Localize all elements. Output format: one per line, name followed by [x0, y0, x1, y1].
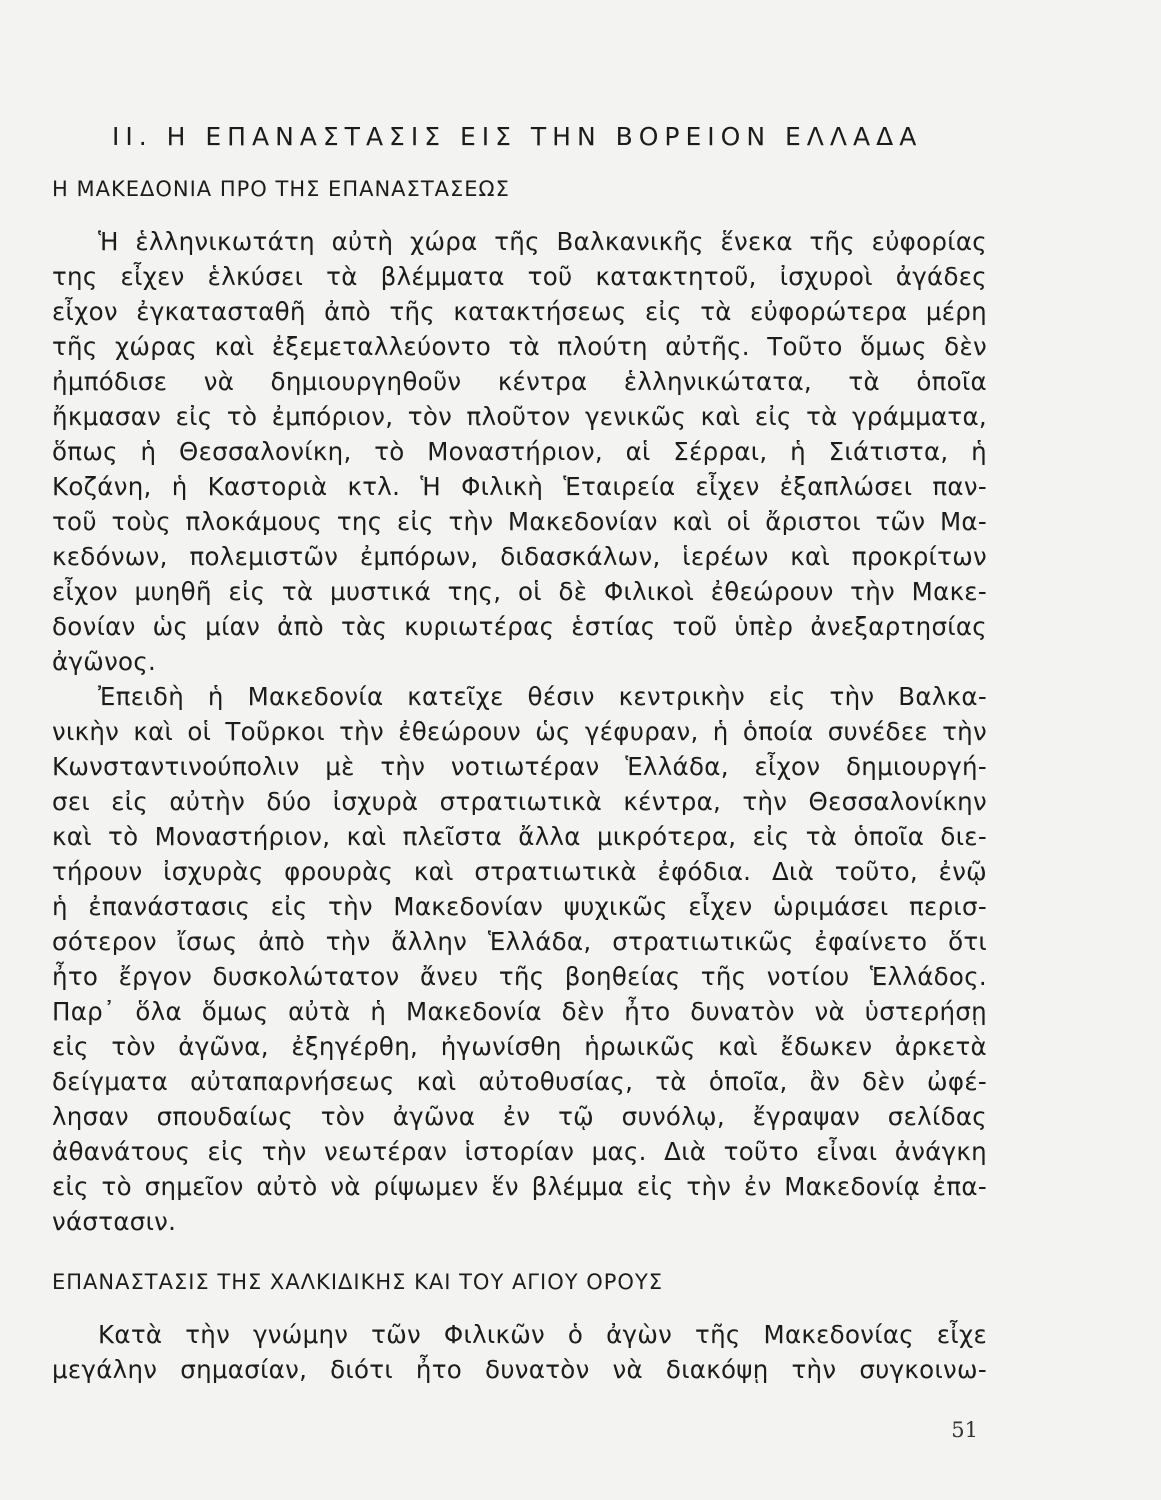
text-line: τοῦ τοὺς πλοκάμους της εἰς τὴν Μακεδονίαν καὶ οἱ ἄριστοι τῶν Μα- — [52, 507, 987, 536]
text-line: εἶχον ἐγκατασταθῆ ἀπὸ τῆς κατακτήσεως εἰς τὰ εὐφορώτερα μέρη — [52, 297, 987, 326]
text-line: ὅπως ἡ Θεσσαλονίκη, τὸ Μοναστήριον, αἱ Σέρραι, ἡ Σιάτιστα, ἡ — [52, 437, 987, 466]
text-line: εἰς τὸν ἀγῶνα, ἐξηγέρθη, ἠγωνίσθη ἡρωικῶς καὶ ἔδωκεν ἀρκετὰ — [52, 1032, 987, 1061]
text-line: εἶχον μυηθῆ εἰς τὰ μυστικά της, οἱ δὲ Φιλικοὶ ἐθεώρουν τὴν Μακε- — [52, 577, 987, 606]
text-line: νάστασιν. — [52, 1207, 177, 1236]
text-line: Κωνσταντινούπολιν μὲ τὴν νοτιωτέραν Ἑλλάδα, εἶχον δημιουργή- — [52, 752, 987, 781]
text-line: σότερον ἴσως ἀπὸ τὴν ἄλλην Ἑλλάδα, στρατιωτικῶς ἐφαίνετο ὅτι — [52, 927, 987, 956]
text-line: νικὴν καὶ οἱ Τοῦρκοι τὴν ἐθεώρουν ὡς γέφυραν, ἡ ὁποία συνέδεε τὴν — [52, 717, 987, 746]
section-heading: Η ΜΑΚΕΔΟΝΙΑ ΠΡΟ ΤΗΣ ΕΠΑΝΑΣΤΑΣΕΩΣ — [52, 177, 510, 201]
text-line: τῆς χώρας καὶ ἐξεμεταλλεύοντο τὰ πλούτη αὐτῆς. Τοῦτο ὅμως δὲν — [52, 332, 987, 361]
text-line: μεγάλην σημασίαν, διότι ἦτο δυνατὸν νὰ διακόψῃ τὴν συγκοινω- — [52, 1355, 987, 1384]
text-line: ἀγῶνος. — [52, 647, 157, 676]
text-line: εἰς τὸ σημεῖον αὐτὸ νὰ ρίψωμεν ἕν βλέμμα εἰς τὴν ἐν Μακεδονίᾳ ἐπα- — [52, 1172, 987, 1201]
text-line: της εἶχεν ἑλκύσει τὰ βλέμματα τοῦ κατακτητοῦ, ἰσχυροὶ ἀγάδες — [52, 262, 987, 291]
text-line: ἦτο ἔργον δυσκολώτατον ἄνευ τῆς βοηθείας τῆς νοτίου Ἑλλάδος. — [52, 962, 987, 991]
text-line: σει εἰς αὐτὴν δύο ἰσχυρὰ στρατιωτικὰ κέντρα, τὴν Θεσσαλονίκην — [52, 787, 987, 816]
text-line: Ἐπειδὴ ἡ Μακεδονία κατεῖχε θέσιν κεντρικὴν εἰς τὴν Βαλκα- — [98, 682, 987, 711]
text-line: δονίαν ὡς μίαν ἀπὸ τὰς κυριωτέρας ἑστίας τοῦ ὑπὲρ ἀνεξαρτησίας — [52, 612, 987, 641]
text-line: τήρουν ἰσχυρὰς φρουρὰς καὶ στρατιωτικὰ ἐφόδια. Διὰ τοῦτο, ἐνῷ — [52, 857, 987, 886]
section-heading: ΕΠΑΝΑΣΤΑΣΙΣ ΤΗΣ ΧΑΛΚΙΔΙΚΗΣ ΚΑΙ ΤΟΥ ΑΓΙΟΥ ΟΡΟΥΣ — [52, 1270, 664, 1294]
section-body — [52, 224, 987, 1239]
text-line: δείγματα αὐταπαρνήσεως καὶ αὐτοθυσίας, τὰ ὁποῖα, ἂν δὲν ὠφέ- — [52, 1067, 987, 1096]
chapter-title: II. Η ΕΠΑΝΑΣΤΑΣΙΣ ΕΙΣ ΤΗΝ ΒΟΡΕΙΟΝ ΕΛΛΑΔΑ — [112, 122, 923, 151]
text-line: λησαν σπουδαίως τὸν ἀγῶνα ἐν τῷ συνόλῳ, ἔγραψαν σελίδας — [52, 1102, 987, 1131]
text-line: ἀθανάτους εἰς τὴν νεωτέραν ἱστορίαν μας. Διὰ τοῦτο εἶναι ἀνάγκη — [52, 1137, 987, 1166]
text-line: Ἡ ἑλληνικωτάτη αὐτὴ χώρα τῆς Βαλκανικῆς ἕνεκα τῆς εὐφορίας — [98, 227, 987, 256]
text-line: ἤκμασαν εἰς τὸ ἐμπόριον, τὸν πλοῦτον γενικῶς καὶ εἰς τὰ γράμματα, — [52, 402, 987, 431]
text-line: Κοζάνη, ἡ Καστοριὰ κτλ. Ἡ Φιλικὴ Ἑταιρεία εἶχεν ἐξαπλώσει παν- — [52, 472, 987, 501]
text-line: Παρ᾽ ὅλα ὅμως αὐτὰ ἡ Μακεδονία δὲν ἦτο δυνατὸν νὰ ὑστερήσῃ — [52, 997, 987, 1026]
section-body — [52, 1317, 987, 1387]
page-number: 51 — [951, 1418, 978, 1442]
text-line: ἡ ἐπανάστασις εἰς τὴν Μακεδονίαν ψυχικῶς εἶχεν ὡριμάσει περισ- — [52, 892, 987, 921]
text-line: καὶ τὸ Μοναστήριον, καὶ πλεῖστα ἄλλα μικρότερα, εἰς τὰ ὁποῖα διε- — [52, 822, 987, 851]
text-line: ἠμπόδισε νὰ δημιουργηθοῦν κέντρα ἑλληνικώτατα, τὰ ὁποῖα — [52, 367, 987, 396]
text-line: κεδόνων, πολεμιστῶν ἐμπόρων, διδασκάλων, ἱερέων καὶ προκρίτων — [52, 542, 987, 571]
text-line: Κατὰ τὴν γνώμην τῶν Φιλικῶν ὁ ἀγὼν τῆς Μακεδονίας εἶχε — [98, 1320, 987, 1349]
